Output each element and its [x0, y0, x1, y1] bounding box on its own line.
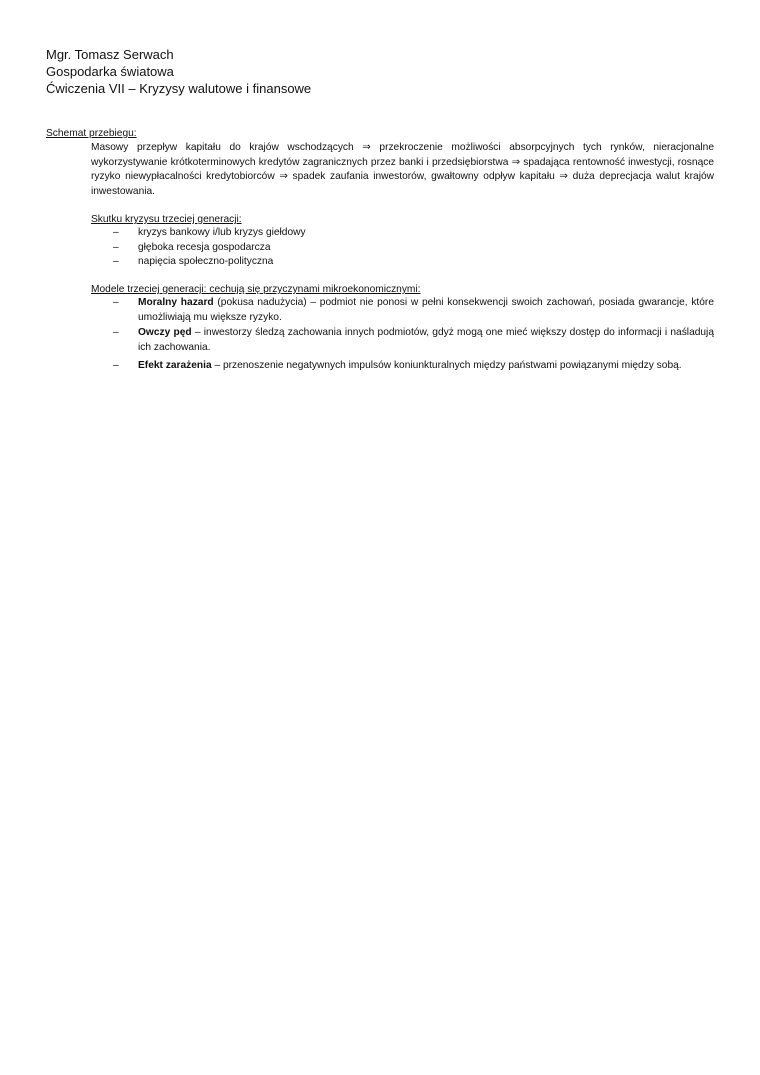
dash-bullet: – [113, 360, 119, 371]
list-item [91, 359, 714, 374]
document-header [46, 46, 311, 97]
dash-bullet: – [113, 327, 119, 338]
model-description: (pokusa nadużycia) – podmiot nie ponosi w pełni konsekwencji swoich zachowań, posiada gwarancje, które umożliwiają mu większe ryzyko. [138, 297, 714, 323]
model-term: Owczy pęd [138, 327, 192, 338]
author-name: Mgr. Tomasz Serwach [46, 47, 174, 62]
effects-title: Skutku kryzysu trzeciej generacji: [91, 214, 242, 225]
topic-title: Ćwiczenia VII – Kryzysy walutowe i finansowe [46, 81, 312, 96]
effects-list [91, 226, 714, 270]
effect-text: kryzys bankowy i/lub kryzys giełdowy [138, 227, 306, 238]
models-list [91, 296, 714, 374]
schema-paragraph: Masowy przepływ kapitału do krajów wschodzących ⇒ przekroczenie możliwości absorpcyjnych tych rynków, nieracjonalne wykorzystywanie krótkoterminowych kredytów zagranicznych przez banki i przedsiębiorstwa ⇒ spadająca rentowność inwestycji, rosnące ryzyko niewypłacalności kredytobiorców ⇒ spadek zaufania inwestorów, gwałtowny odpływ kapitału ⇒ duża deprecjacja walut krajów inwestowania. [91, 142, 714, 197]
list-item [91, 226, 714, 241]
schema-title: Schemat przebiegu: [46, 128, 137, 139]
list-item [91, 255, 714, 270]
models-title: Modele trzeciej generacji: cechują się przyczynami mikroekonomicznymi: [91, 284, 421, 295]
model-description: – przenoszenie negatywnych impulsów koniunkturalnych między państwami powiązanymi między sobą. [211, 360, 682, 371]
effect-text: głęboka recesja gospodarcza [138, 241, 271, 253]
list-item [91, 241, 714, 256]
model-description: – inwestorzy śledzą zachowania innych podmiotów, gdyż mogą one mieć większy dostęp do informacji i naśladują ich zachowania. [138, 327, 714, 353]
model-term: Efekt zarażenia [138, 360, 212, 371]
dash-bullet: – [113, 227, 119, 238]
dash-bullet: – [113, 241, 119, 253]
effect-text: napięcia społeczno-polityczna [138, 256, 274, 267]
dash-bullet: – [113, 297, 119, 308]
list-item [91, 296, 714, 325]
dash-bullet: – [113, 256, 119, 267]
list-item [91, 326, 714, 355]
course-name: Gospodarka światowa [46, 64, 174, 79]
model-term: Moralny hazard [138, 297, 214, 308]
